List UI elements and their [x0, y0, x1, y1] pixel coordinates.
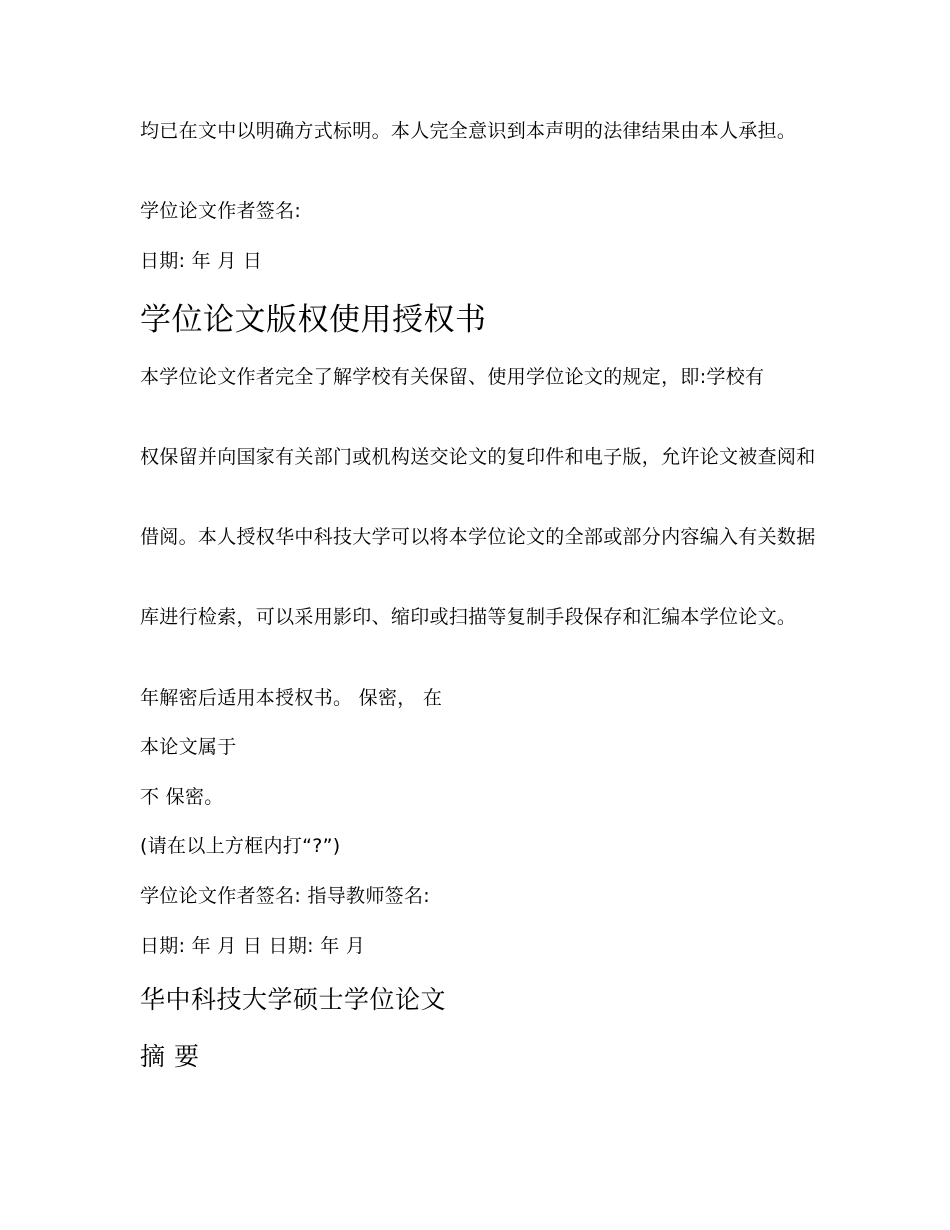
authorization-paragraph-4: 库进行检索，可以采用影印、缩印或扫描等复制手段保存和汇编本学位论文。: [140, 606, 797, 628]
abstract-heading: 摘 要: [140, 1042, 200, 1071]
decryption-clause: 年解密后适用本授权书。 保密， 在: [140, 687, 443, 709]
date-line-2: 日期: 年 月 日 日期: 年 月: [140, 935, 366, 957]
signature-line: 学位论文作者签名: 指导教师签名:: [140, 885, 430, 907]
checkbox-instruction: (请在以上方框内打“?”): [140, 835, 341, 857]
authorization-paragraph-3: 借阅。本人授权华中科技大学可以将本学位论文的全部或部分内容编入有关数据: [140, 526, 816, 548]
thesis-belongs-to: 本论文属于: [140, 736, 237, 758]
authorization-paragraph-1: 本学位论文作者完全了解学校有关保留、使用学位论文的规定，即:学校有: [140, 366, 765, 388]
declaration-end-text: 均已在文中以明确方式标明。本人完全意识到本声明的法律结果由本人承担。: [140, 120, 797, 142]
date-line: 日期: 年 月 日: [140, 250, 263, 272]
university-heading: 华中科技大学硕士学位论文: [140, 985, 447, 1014]
authorization-paragraph-2: 权保留并向国家有关部门或机构送交论文的复印件和电子版，允许论文被查阅和: [140, 446, 816, 468]
authorization-title: 学位论文版权使用授权书: [140, 302, 487, 338]
author-signature-label: 学位论文作者签名:: [140, 200, 302, 222]
not-confidential-option: 不 保密。: [140, 786, 224, 808]
